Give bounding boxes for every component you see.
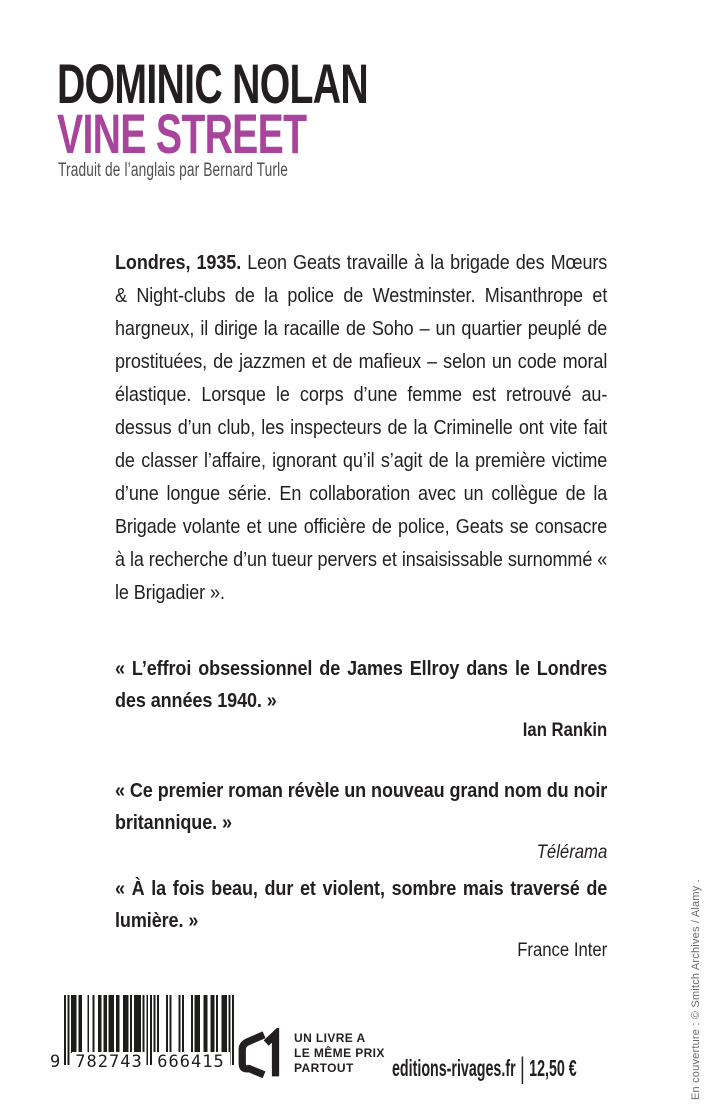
barcode-digit-group: 666415 [152, 1052, 230, 1072]
synopsis [115, 246, 607, 609]
press-quote: « L’effroi obsessionnel de James Ellroy dans le Londres des années 1940. » [115, 657, 608, 712]
press-quote: « Ce premier roman révèle un nouveau grand nom du noir britannique. » [115, 779, 608, 834]
quote-attribution: Ian Rankin [522, 720, 608, 741]
synopsis-body: Leon Geats travaille à la brigade des Mœurs & Night-clubs de la police de Westminster. Misanthrope et hargneux, il dirige la racaille de Soho – un quartier peuplé de prostituées, de jazzmen et de mafieux – selon un code moral élastique. Lorsque le corps d’une femme est retrouvé au-dessus d’un club, les inspecteurs de la Criminelle ont vite fait de classer l’affaire, ignorant qu’il s’agit de la première victime d’une longue série. En collaboration avec un collègue de la Brigade volante et une officière de police, Geats se consacre à la recherche d’un tueur pervers et insaisissable surnommé « le Brigadier ». [115, 251, 608, 604]
quote-attribution: France Inter [517, 940, 608, 961]
cover-photo-credit: En couverture : © Smitch Archives / Alamy . [690, 879, 702, 1100]
logo-caption-line: UN LIVRE A [294, 1031, 366, 1045]
single-price-logo-caption [294, 1031, 385, 1076]
price-separator: | [519, 1052, 525, 1085]
synopsis-lead: Londres, 1935. [115, 251, 242, 274]
barcode-number [50, 1052, 236, 1074]
author-name: DOMINIC NOLAN [57, 52, 369, 115]
price: 12,50 € [529, 1055, 577, 1081]
single-price-book-logo-icon [236, 1028, 288, 1080]
quote-attribution: Télérama [536, 842, 608, 863]
publisher-and-price [392, 1050, 577, 1084]
press-quote: « À la fois beau, dur et violent, sombre mais traversé de lumière. » [115, 877, 608, 932]
back-cover-text-column [115, 246, 607, 963]
translation-credit: Traduit de l’anglais par Bernard Turle [58, 160, 289, 181]
logo-caption-line: LE MÊME PRIX [294, 1046, 385, 1060]
barcode-digit-group: 782743 [72, 1052, 146, 1072]
publisher-url: editions-rivages.fr [392, 1055, 516, 1081]
barcode-digit-group: 9 [50, 1052, 62, 1072]
logo-caption-line: PARTOUT [294, 1061, 354, 1075]
book-title: VINE STREET [57, 102, 307, 165]
